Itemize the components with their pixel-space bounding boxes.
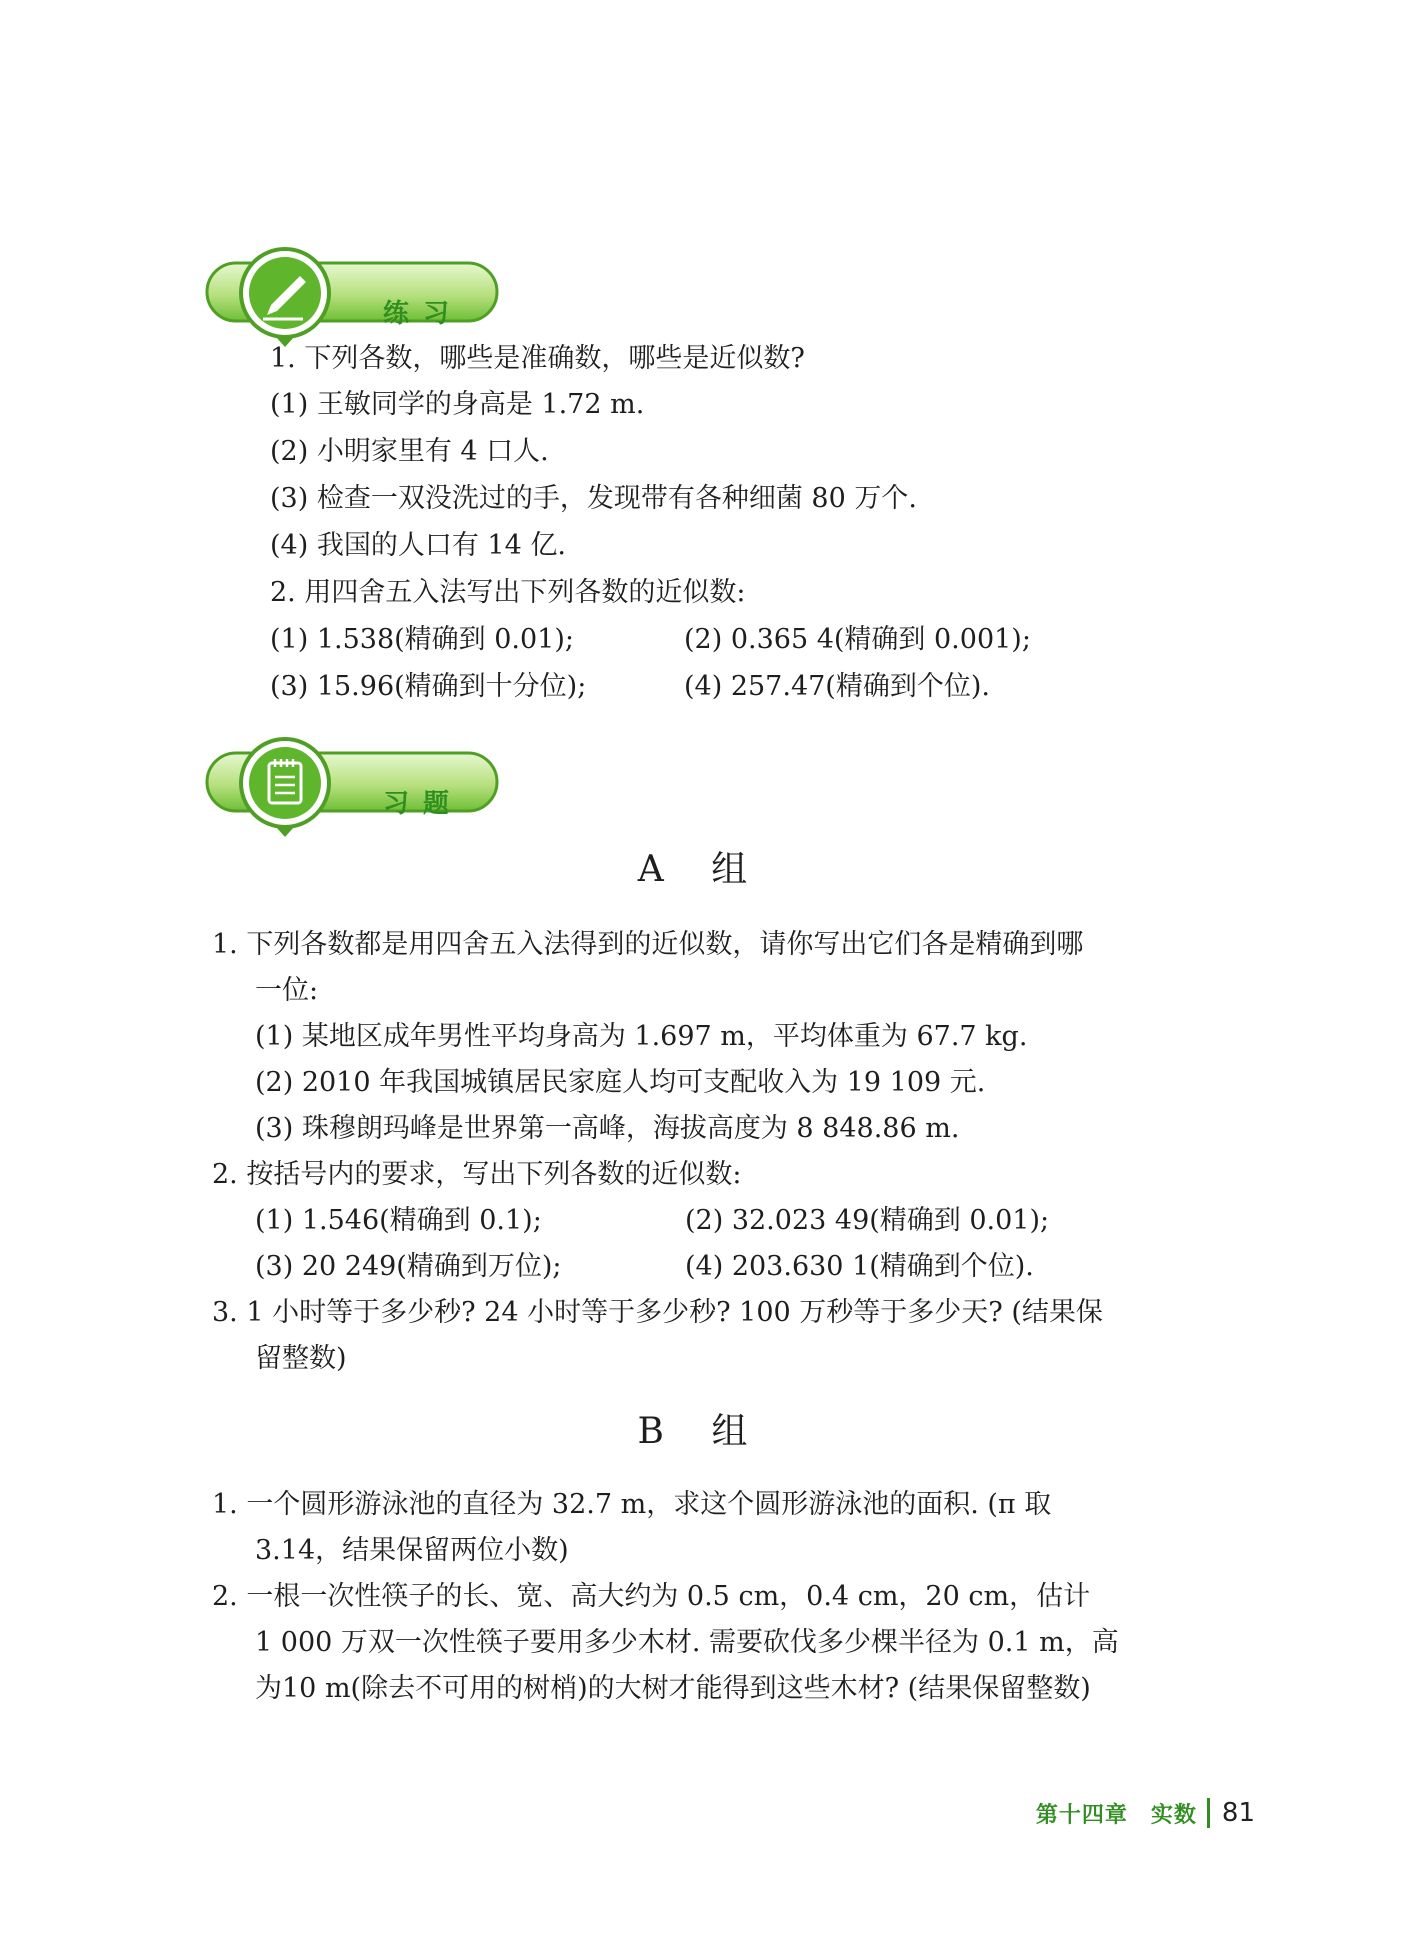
- chapter-label: 第十四章 实数: [1035, 1802, 1197, 1828]
- group-a-q2-row-1: [255, 1204, 1050, 1238]
- exercise-q1-item-2: (2) 小明家里有 4 口人.: [270, 436, 549, 467]
- exercise-banner-title: 练习: [382, 299, 463, 329]
- exercise-q2-stem: 2. 用四舍五入法写出下列各数的近似数:: [270, 577, 746, 608]
- group-a-q2-item-4: (4) 203.630 1(精确到个位).: [685, 1251, 1034, 1282]
- group-a-q2-row-2: [255, 1250, 1034, 1284]
- group-a-q1-item-2: (2) 2010 年我国城镇居民家庭人均可支配收入为 19 109 元.: [255, 1067, 986, 1098]
- group-a-q2-item-2: (2) 32.023 49(精确到 0.01);: [685, 1205, 1050, 1236]
- group-a-q1-item-1: (1) 某地区成年男性平均身高为 1.697 m，平均体重为 67.7 kg.: [255, 1021, 1028, 1052]
- page-number: 81: [1221, 1798, 1255, 1828]
- group-a-q1-stem-line1: 1. 下列各数都是用四舍五入法得到的近似数，请你写出它们各是精确到哪: [212, 929, 1084, 960]
- group-b-q1-line1: 1. 一个圆形游泳池的直径为 32.7 m，求这个圆形游泳池的面积. (π 取: [212, 1489, 1052, 1520]
- exercise-q1-item-3: (3) 检查一双没洗过的手，发现带有各种细菌 80 万个.: [270, 483, 917, 514]
- exercise-q2-row-1: [270, 623, 1031, 657]
- group-a-q2-stem: 2. 按括号内的要求，写出下列各数的近似数:: [212, 1159, 742, 1190]
- group-b-q2-line3: 为10 m(除去不可用的树梢)的大树才能得到这些木材? (结果保留整数): [255, 1673, 1091, 1704]
- group-b-q2-line2: 1 000 万双一次性筷子要用多少木材. 需要砍伐多少棵半径为 0.1 m，高: [255, 1627, 1119, 1658]
- footer-divider: [1207, 1798, 1210, 1828]
- group-a-q2-item-1: (1) 1.546(精确到 0.1);: [255, 1205, 542, 1236]
- exercise-q2-item-3: (3) 15.96(精确到十分位);: [270, 671, 587, 702]
- group-a-q1-stem-line2: 一位:: [255, 975, 319, 1006]
- group-b-q2-line1: 2. 一根一次性筷子的长、宽、高大约为 0.5 cm，0.4 cm，20 cm，估计: [212, 1581, 1091, 1612]
- exercise-q1-item-4: (4) 我国的人口有 14 亿.: [270, 530, 566, 561]
- exercise-q2-item-4: (4) 257.47(精确到个位).: [684, 671, 990, 702]
- group-b-heading: B 组: [637, 1411, 766, 1452]
- exercise-q1-item-1: (1) 王敏同学的身高是 1.72 m.: [270, 389, 645, 420]
- exercise-q2-item-1: (1) 1.538(精确到 0.01);: [270, 624, 574, 655]
- exercise-q2-row-2: [270, 670, 990, 704]
- exercise-q2-item-2: (2) 0.365 4(精确到 0.001);: [684, 624, 1031, 655]
- problems-banner: [205, 735, 500, 865]
- group-a-q1-item-3: (3) 珠穆朗玛峰是世界第一高峰，海拔高度为 8 848.86 m.: [255, 1113, 960, 1144]
- group-a-q3-line2: 留整数): [255, 1343, 347, 1374]
- problems-banner-title: 习题: [382, 789, 463, 819]
- group-a-heading: A 组: [637, 849, 766, 890]
- group-a-q2-item-3: (3) 20 249(精确到万位);: [255, 1251, 562, 1282]
- exercise-q1-stem: 1. 下列各数，哪些是准确数，哪些是近似数?: [270, 343, 805, 374]
- group-b-q1-line2: 3.14，结果保留两位小数): [255, 1535, 569, 1566]
- group-a-q3-line1: 3. 1 小时等于多少秒? 24 小时等于多少秒? 100 万秒等于多少天? (结果保: [212, 1297, 1103, 1328]
- page-footer: [1036, 1795, 1255, 1831]
